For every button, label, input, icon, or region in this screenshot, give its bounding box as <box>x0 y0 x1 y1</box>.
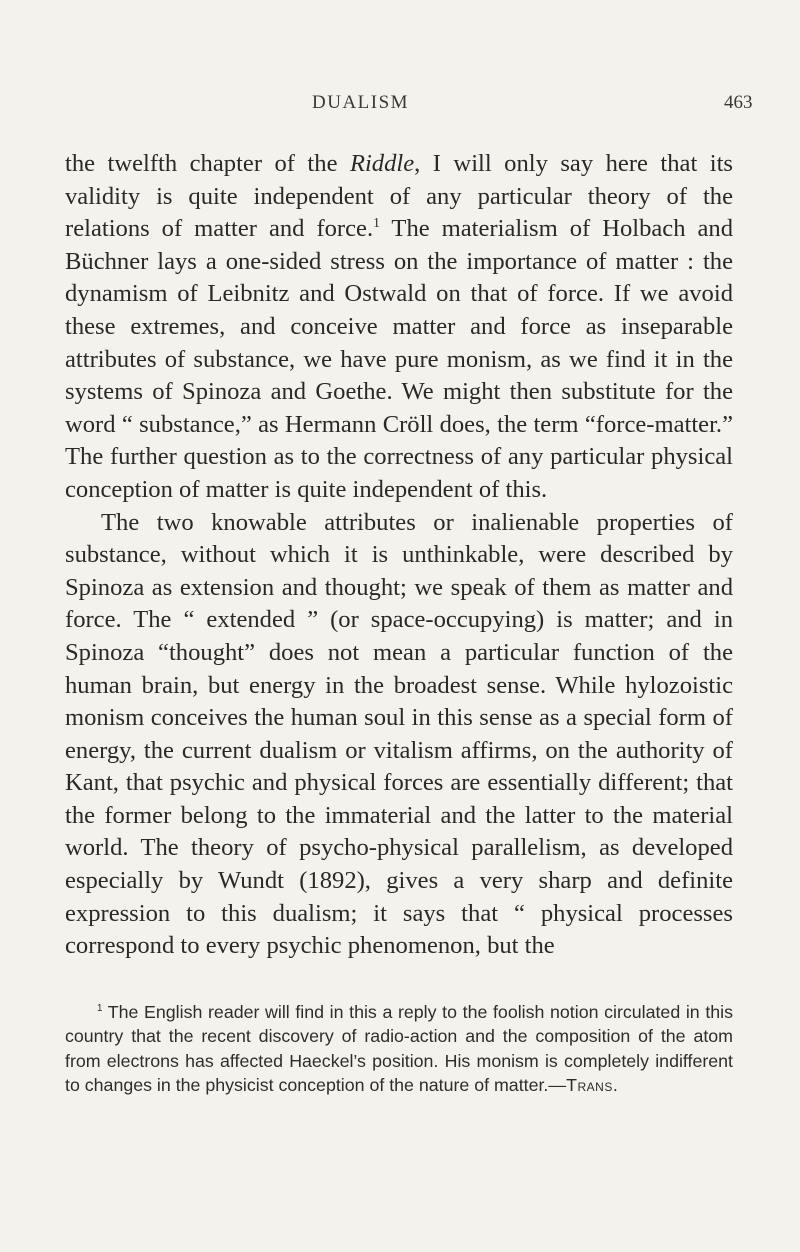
main-text <box>65 148 733 963</box>
footnote-reference: 1 <box>373 215 380 230</box>
paragraph-1 <box>65 148 733 507</box>
running-header <box>0 92 800 122</box>
page-number: 463 <box>724 92 753 113</box>
book-title-riddle: Riddle <box>349 150 415 177</box>
paragraph-2: The two knowable attributes or inalienable properties of substance, without which it is unthinkable, were described by Spinoza as extension and thought; we speak of them as matter and force. The “ extended ” (or space-occupying) is matter; and in Spinoza “thought” does not mean a particular function of the human brain, but energy in the broadest sense. While hylozoistic monism conceives the human soul in this sense as a special form of energy, the current dualism or vitalism affirms, on the authority of Kant, that psychic and physical forces are essentially different; that the former belong to the immaterial and the latter to the material world. The theory of psycho-physical parallelism, as developed especially by Wundt (1892), gives a very sharp and definite expression to this dualism; it says that “ physical processes correspond to every psychic phenomenon, but the <box>65 508 733 960</box>
footnote-marker: 1 <box>97 1003 103 1015</box>
footnote-area <box>65 1000 733 1098</box>
paragraph-1-middle: , I will only say here that its validity is quite independent of any particular theory of the relations of matter and force. <box>65 150 733 243</box>
paragraph-1-end: The materialism of Holbach and Büchner lays a one-sided stress on the importance of matter : the dynamism of Leibnitz and Ostwald on that of force. If we avoid these extremes, and conceive matter and force as inseparable attributes of substance, we have pure monism, as we find it in the systems of Spinoza and Goethe. We might then substitute for the word “ substance,” as Hermann Cröll does, the term “force-matter.” The further question as to the correctness of any particular physical conception of matter is quite independent of this. <box>65 215 734 503</box>
paragraph-1-start: the twelfth chapter of the <box>65 150 350 177</box>
footnote-1 <box>65 1000 733 1098</box>
footnote-text: The English reader will find in this a reply to the foolish notion circulated in this country that the recent discovery of radio-action and the composition of the atom from electrons has affected Haeckel’s position. His monism is completely indifferent to changes in the physicist conception of the nature of matter.— <box>65 1002 733 1096</box>
running-title: DUALISM <box>312 92 410 113</box>
footnote-signature: Trans. <box>566 1075 619 1096</box>
